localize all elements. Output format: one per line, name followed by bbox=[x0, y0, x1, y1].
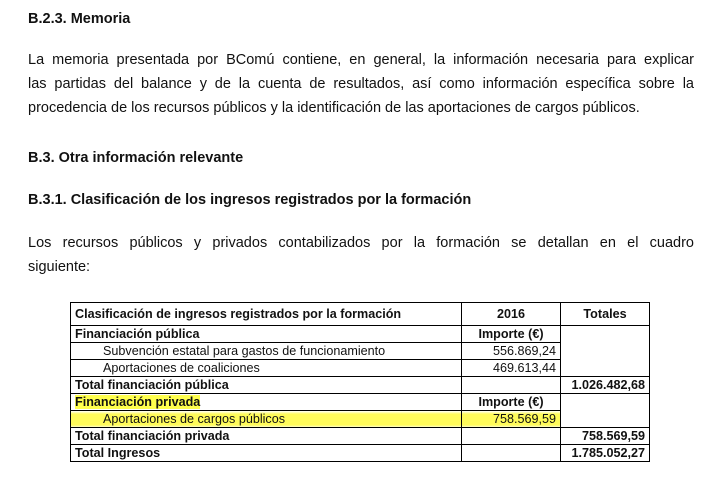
empty-totals-cell bbox=[561, 394, 650, 428]
table-row-privada-label bbox=[71, 394, 650, 411]
concept-cell: Aportaciones de cargos públicos bbox=[71, 411, 462, 428]
concept-cell: Aportaciones de coaliciones bbox=[71, 360, 462, 377]
paragraph-line: La memoria presentada por BComú contiene, en general, la información necesaria para explicar bbox=[28, 52, 694, 68]
table-row-grand-total bbox=[71, 445, 650, 462]
table-row-publica-label bbox=[71, 326, 650, 343]
table-header-totals: Totales bbox=[561, 303, 650, 326]
section-heading-clasificacion: B.3.1. Clasificación de los ingresos registrados por la formación bbox=[28, 192, 472, 208]
table-row-total-privada bbox=[71, 428, 650, 445]
financiacion-privada-label bbox=[71, 394, 462, 411]
importe-label: Importe (€) bbox=[462, 394, 561, 411]
total-publica-label: Total financiación pública bbox=[71, 377, 462, 394]
empty-totals-cell bbox=[561, 326, 650, 377]
clasificacion-paragraph bbox=[28, 231, 694, 279]
amount-cell: 758.569,59 bbox=[462, 411, 561, 428]
table-header-title: Clasificación de ingresos registrados por la formación bbox=[71, 303, 462, 326]
total-ingresos-label: Total Ingresos bbox=[71, 445, 462, 462]
highlight-mark: Financiación privada bbox=[75, 395, 201, 409]
table-header-row bbox=[71, 303, 650, 326]
memoria-paragraph bbox=[28, 48, 694, 120]
empty-cell bbox=[462, 377, 561, 394]
amount-cell: 469.613,44 bbox=[462, 360, 561, 377]
paragraph-line: procedencia de los recursos públicos y la identificación de las aportaciones de cargos públicos. bbox=[28, 100, 640, 116]
importe-label: Importe (€) bbox=[462, 326, 561, 343]
paragraph-line: Los recursos públicos y privados contabilizados por la formación se detallan en el cuadro bbox=[28, 235, 694, 251]
income-classification-table bbox=[70, 302, 650, 462]
empty-cell bbox=[462, 445, 561, 462]
total-publica-value: 1.026.482,68 bbox=[561, 377, 650, 394]
table-header-year: 2016 bbox=[462, 303, 561, 326]
concept-cell: Subvención estatal para gastos de funcionamiento bbox=[71, 343, 462, 360]
paragraph-line: siguiente: bbox=[28, 259, 91, 275]
amount-cell: 556.869,24 bbox=[462, 343, 561, 360]
paragraph-line: las partidas del balance y de la cuenta de resultados, así como información específica sobre la bbox=[28, 76, 694, 92]
section-heading-otra-informacion: B.3. Otra información relevante bbox=[28, 150, 244, 166]
empty-cell bbox=[462, 428, 561, 445]
total-privada-label: Total financiación privada bbox=[71, 428, 462, 445]
financiacion-publica-label: Financiación pública bbox=[71, 326, 462, 343]
total-privada-value: 758.569,59 bbox=[561, 428, 650, 445]
total-ingresos-value: 1.785.052,27 bbox=[561, 445, 650, 462]
section-heading-memoria: B.2.3. Memoria bbox=[28, 11, 131, 27]
table-row-total-publica bbox=[71, 377, 650, 394]
